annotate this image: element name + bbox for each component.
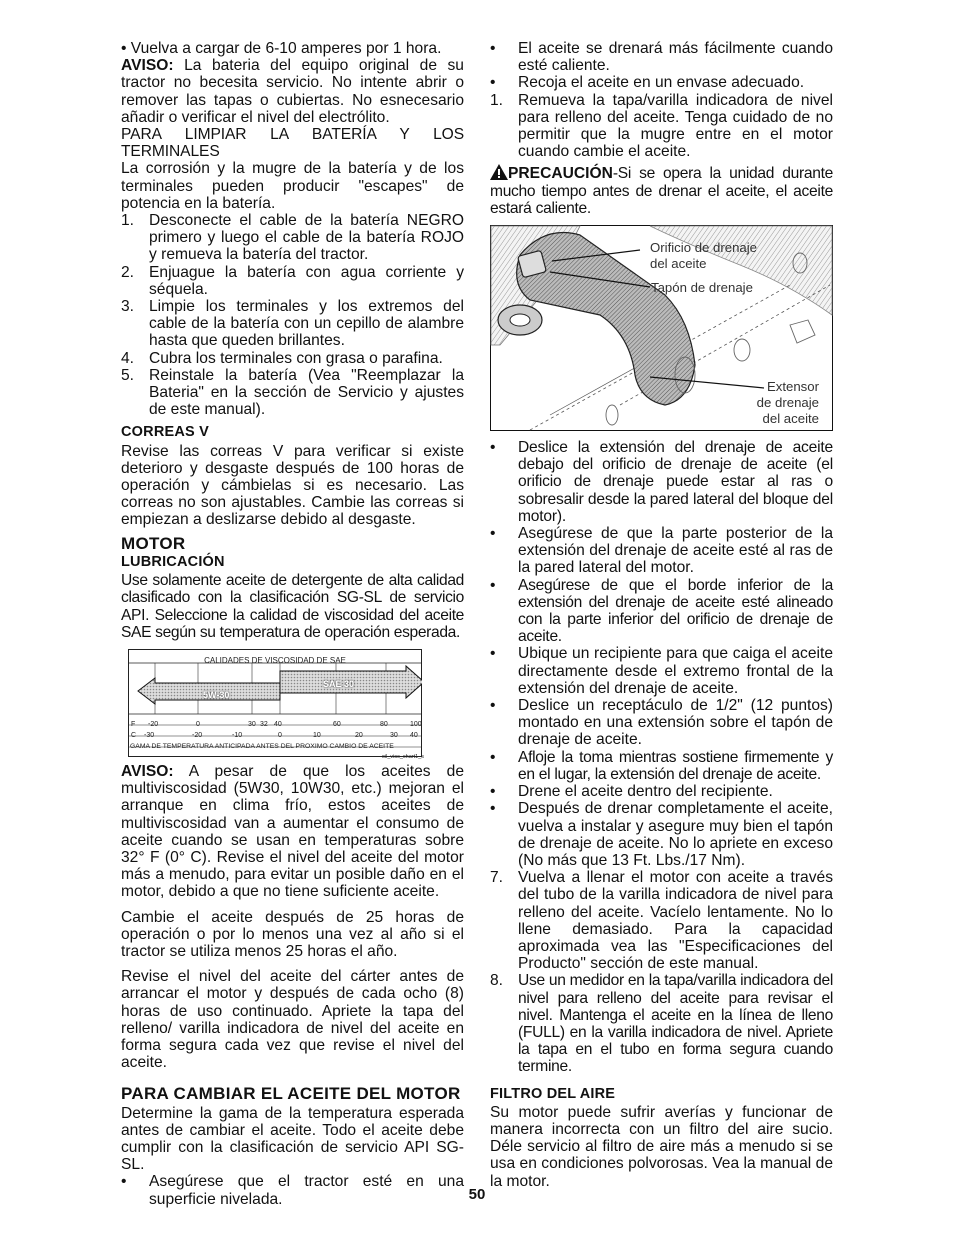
drain-steps bbox=[490, 439, 833, 869]
drain-extension-label-3: del aceite bbox=[762, 411, 819, 427]
list-item: 5. Reinstale la batería (Vea "Reemplazar la Bateria" en la sección de Servicio y ajustes de este manual). bbox=[121, 366, 464, 419]
multivisc-notice bbox=[121, 763, 464, 901]
drain-hole-label: Orificio de drenaje bbox=[650, 240, 758, 256]
list-item: 1. Remueva la tapa/varilla indicadora de nivel para relleno del aceite. Tenga cuidado de no permitir que la mugre entre en el motor cuando cambie el aceite. bbox=[490, 91, 833, 161]
c-label: C bbox=[131, 731, 137, 739]
drain-extension-label-1: Extensor bbox=[766, 379, 819, 395]
caution-text: -Si se opera la unidad durante mucho tiempo antes de drenar el aceite, el aceite estará caliente. bbox=[490, 165, 833, 217]
lubrication-text: Use solamente aceite de detergente de alta calidad clasificado con la clasificación SG-SL de servicio API. Seleccione la calidad de viscosidad del aceite SAE según su temperatura de operación esperada. bbox=[121, 572, 464, 641]
list-item: • El aceite se drenará más fácilmente cuando esté caliente. bbox=[490, 40, 833, 75]
list-item: • Drene el aceite dentro del recipiente. bbox=[490, 783, 773, 801]
right-column bbox=[490, 40, 833, 1190]
caution-notice bbox=[490, 164, 833, 217]
sae30-label: SAE 30 bbox=[323, 678, 355, 689]
drain-hole-label-2: del aceite bbox=[650, 256, 707, 272]
list-item: • Afloje la toma mientras sostiene firmemente y en el lugar, la extensión del drenaje de aceite. bbox=[490, 748, 833, 783]
f-tick: 60 bbox=[333, 720, 341, 728]
air-filter-text: Su motor puede sufrir averías y funcionar de manera incorrecta con un filtro del aire sucio. Déle servicio al filtro de aire más a menudo si se usa en condiciones polvorosas. Vea la manual de la motor. bbox=[490, 1103, 833, 1190]
c-tick: 20 bbox=[355, 731, 363, 739]
lubrication-heading: LUBRICACIÓN bbox=[121, 553, 225, 570]
5w30-label: 5W-30 bbox=[203, 689, 230, 700]
battery-notice bbox=[121, 57, 464, 126]
list-item: • Deslice un receptáculo de 1/2" (12 puntos) montado en una extensión sobre el tapón de drenaje de aceite. bbox=[490, 697, 833, 749]
viscosity-chart bbox=[128, 649, 424, 760]
list-item: • Asegúrese de que la parte posterior de la extensión del drenaje de aceite esté al ras de la pared lateral del motor. bbox=[490, 525, 833, 577]
c-tick: -30 bbox=[144, 731, 155, 739]
c-tick: 0 bbox=[278, 731, 282, 739]
notice-text: A pesar de que los aceites de multiviscosidad (5W30, 10W30, etc.) mejoran el arranque en clima frío, estos aceites de multiviscosidad van a aumentar el consumo de aceite cuando se usan en temperaturas sobre 32° F (0° C). Revise el nivel del aceite del motor más a menudo, para evitar un posible daño en el motor, debido a que no tiene suficiente aceite. bbox=[121, 762, 464, 901]
list-item: 8. Use un medidor en la tapa/varilla indicadora del nivel para relleno del aceite para revisar el nivel. Mantenga el aceite en la línea de lleno (FULL) en la varilla indicadora de nivel. Apriete la tapa en el tubo en forma segura cuando termine. bbox=[490, 972, 833, 1076]
f-tick: 40 bbox=[274, 720, 282, 728]
c-tick: -20 bbox=[192, 731, 203, 739]
page-number: 50 bbox=[468, 1186, 486, 1203]
check-level-text: Revise el nivel del aceite del cárter antes de arrancar el motor y después de cada ocho (8) horas de uso continuado. Apriete la tapa del relleno/ varilla indicadora de nivel del aceite en forma segura cada vez que revise el nivel del aceite. bbox=[121, 968, 464, 1072]
belts-text: Revise las correas V para verificar si existe deterioro y desgaste después de 100 horas de operación y cámbielas si es necesario. Las correas no son ajustables. Cambie las correas si empiezan a deslizarse debido al desgaste. bbox=[121, 442, 464, 529]
chart-code: oil_visc_chart1_s bbox=[381, 753, 424, 760]
f-tick: 32 bbox=[260, 720, 268, 728]
notice-text: La bateria del equipo original de su tractor no becesita servicio. No intente abrir o remover las tapas o cubiertas. No esnecesario añadir o verificar el nivel del electrólito. bbox=[121, 57, 464, 126]
f-tick: 100 bbox=[410, 720, 422, 728]
change-oil-heading: PARA CAMBIAR EL ACEITE DEL MOTOR bbox=[121, 1084, 461, 1104]
list-item: • Después de drenar completamente el aceite, vuelva a instalar y asegure muy bien el tapón de drenaje de aceite. No lo apriete en exceso (No más que 13 Ft. Lbs./17 Nm). bbox=[490, 800, 833, 869]
c-tick: 10 bbox=[313, 731, 321, 739]
change-oil-intro: Determine la gama de la temperatura esperada antes de cambiar el aceite. Todo el aceite debe cumplir con la clasificación de servicio API SG-SL. bbox=[121, 1104, 464, 1174]
list-item: 3. Limpie los terminales y los extremos del cable de la batería con un cepillo de alambre hasta que queden brillantes. bbox=[121, 298, 464, 350]
warning-icon bbox=[490, 164, 508, 180]
left-column bbox=[121, 40, 464, 1208]
air-filter-heading: FILTRO DEL AIRE bbox=[490, 1085, 616, 1102]
f-tick: 30 bbox=[248, 720, 256, 728]
list-item: • Asegúrese de que el borde inferior de la extensión del drenaje de aceite esté alineado con la parte inferior del orificio de drenaje de aceite. bbox=[490, 576, 833, 646]
drain-plug-label: Tapón de drenaje bbox=[651, 280, 753, 296]
list-item: • Deslice la extensión del drenaje de aceite debajo del orificio de drenaje de aceite (el orificio de drenaje puede estar al ras o sobresalir desde la pared lateral del bloque del motor). bbox=[490, 439, 833, 525]
c-tick: -10 bbox=[232, 731, 243, 739]
list-item: • Asegúrese que el tractor esté en una superficie nivelada. bbox=[121, 1173, 464, 1208]
list-item: 7. Vuelva a llenar el motor con aceite a través del tubo de la varilla indicadora de nivel para relleno del aceite. Vacíelo lentamente. No lo llene demasiado. Para la capacidad aproximada vea las "Especificaciones del Producto" sección de este manual. bbox=[490, 869, 833, 973]
list-item: • Ubique un recipiente para que caiga el aceite directamente desde el extremo frontal de la extensión del drenaje de aceite. bbox=[490, 645, 833, 697]
drain-figure bbox=[490, 225, 833, 431]
battery-clean-title: PARA LIMPIAR LA BATERÍA Y LOS TERMINALES bbox=[121, 126, 464, 161]
motor-heading: MOTOR bbox=[121, 533, 186, 553]
recharge-bullet: • Vuelva a cargar de 6-10 amperes por 1 hora. bbox=[121, 40, 442, 57]
belts-heading: CORREAS V bbox=[121, 424, 210, 441]
f-tick: 80 bbox=[380, 720, 388, 728]
list-item: 1. Desconecte el cable de la batería NEGRO primero y luego el cable de la batería ROJO y remueva la batería del tractor. bbox=[121, 212, 464, 264]
c-tick: 30 bbox=[390, 731, 398, 739]
notice-label: AVISO: bbox=[121, 57, 174, 75]
f-tick: 0 bbox=[196, 720, 200, 728]
chart-title: CALIDADES DE VISCOSIDAD DE SAE bbox=[204, 655, 346, 665]
caution-label: PRECAUCIÓN bbox=[508, 165, 613, 183]
f-tick: -20 bbox=[148, 720, 159, 728]
list-item: 2. Enjuague la batería con agua corriente y séquela. bbox=[121, 263, 464, 298]
notice-label: AVISO: bbox=[121, 762, 174, 780]
list-item: 4. Cubra los terminales con grasa o parafina. bbox=[121, 349, 443, 367]
chart-footer: GAMA DE TEMPERATURA ANTICIPADA ANTES DEL PROXIMO CAMBIO DE ACEITE bbox=[130, 742, 394, 750]
battery-clean-steps bbox=[121, 212, 464, 418]
battery-clean-intro: La corrosión y la mugre de la batería y de los terminales pueden producir "escapes" de potencia en la batería. bbox=[121, 160, 464, 212]
c-tick: 40 bbox=[410, 731, 418, 739]
change-interval-text: Cambie el aceite después de 25 horas de operación o por lo menos una vez al año si el tractor se utiliza menos 25 horas el año. bbox=[121, 908, 464, 960]
list-item: • Recoja el aceite en un envase adecuado. bbox=[490, 74, 805, 92]
drain-extension-label-2: de drenaje bbox=[756, 395, 819, 411]
f-label: F bbox=[131, 720, 136, 728]
